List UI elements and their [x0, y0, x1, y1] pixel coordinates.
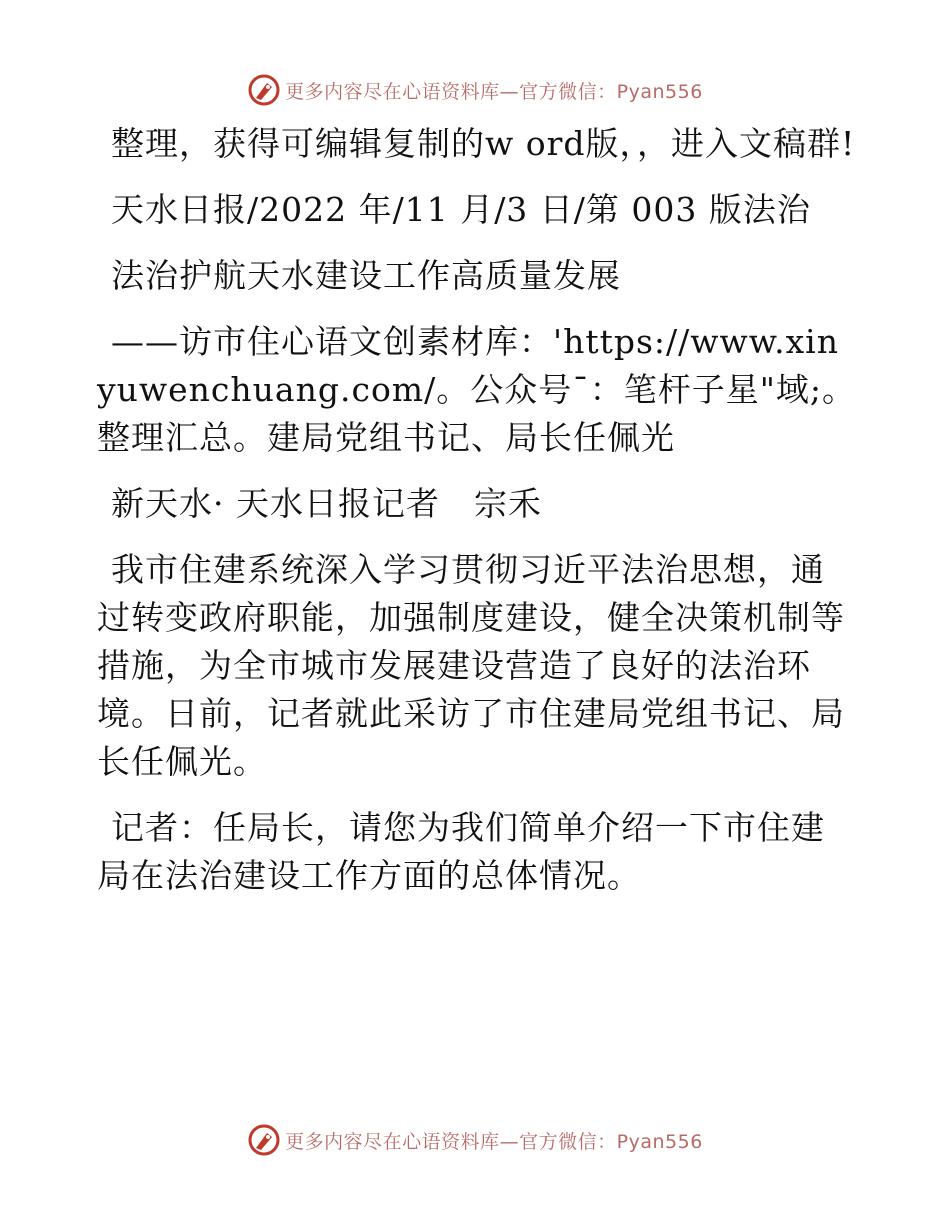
article-title: 法治护航天水建设工作高质量发展	[111, 256, 621, 295]
footer-watermark-banner	[0, 1120, 950, 1160]
pen-nib-logo-icon	[247, 1123, 281, 1157]
question-paragraph: 记者：任局长，请您为我们简单介绍一下市住建局在法治建设工作方面的总体情况。	[97, 808, 825, 895]
intro-paragraph: 整理，获得可编辑复制的w ord版，，进入文稿群!	[111, 124, 856, 163]
watermark-text: 更多内容尽在心语资料库—官方微信：Pyan556	[285, 80, 703, 103]
source-line: 天水日报/2022 年/11 月/3 日/第 003 版法治	[111, 190, 811, 229]
body-paragraph: 我市住建系统深入学习贯彻习近平法治思想，通过转变政府职能，加强制度建设，健全决策机制等措施，为全市城市发展建设营造了良好的法治环境。日前，记者就此采访了市住建局党组书记、局长任佩光。	[97, 550, 845, 781]
document-body	[97, 120, 857, 918]
header-watermark-banner	[0, 70, 950, 110]
article-subtitle: ——访市住心语文创素材库：'https://www.xinyuwenchuang.com/。公众号¯：笔杆子星"域;。整理汇总。建局党组书记、局长任佩光	[97, 322, 857, 457]
pen-nib-logo-icon	[247, 73, 281, 107]
byline: 新天水· 天水日报记者 宗禾	[111, 484, 542, 523]
watermark-text: 更多内容尽在心语资料库—官方微信：Pyan556	[285, 1130, 703, 1153]
